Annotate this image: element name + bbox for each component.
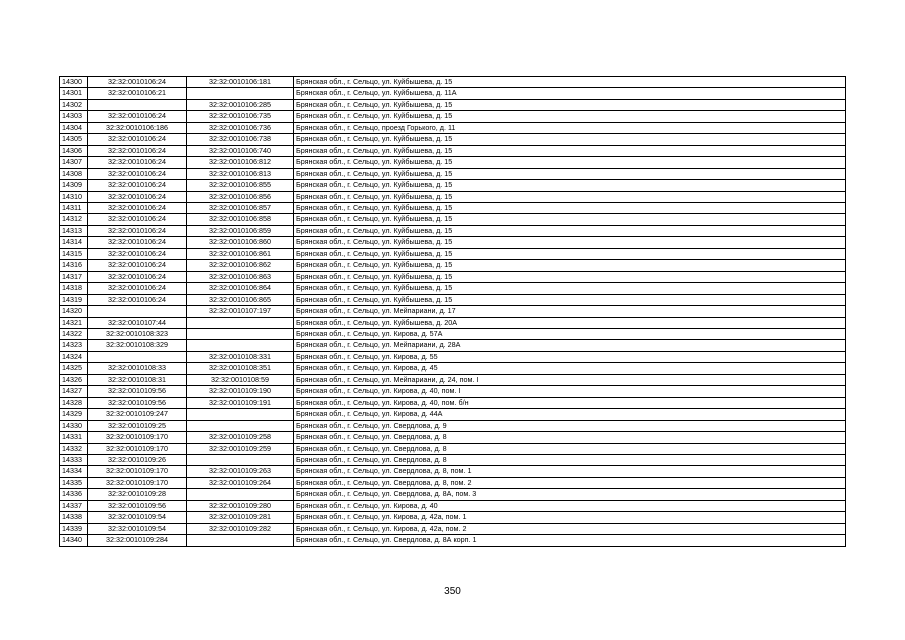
address-cell: Брянская обл., г. Сельцо, ул. Куйбышева, д. 15: [294, 99, 846, 110]
address-cell: Брянская обл., г. Сельцо, ул. Мейпариани, д. 28А: [294, 340, 846, 351]
table-row: [60, 386, 846, 397]
table-row: [60, 191, 846, 202]
row-number-cell: 14300: [60, 77, 88, 88]
row-number-cell: 14312: [60, 214, 88, 225]
cadastral-number-object-cell: 32:32:0010109:264: [187, 477, 294, 488]
cadastral-number-object-cell: 32:32:0010106:855: [187, 180, 294, 191]
table-row: [60, 134, 846, 145]
table-row: [60, 374, 846, 385]
table-row: [60, 202, 846, 213]
cadastral-number-object-cell: 32:32:0010106:735: [187, 111, 294, 122]
row-number-cell: 14308: [60, 168, 88, 179]
cadastral-number-land-cell: 32:32:0010109:170: [88, 466, 187, 477]
cadastral-number-object-cell: 32:32:0010107:197: [187, 306, 294, 317]
table-row: [60, 237, 846, 248]
cadastral-number-object-cell: 32:32:0010106:738: [187, 134, 294, 145]
row-number-cell: 14302: [60, 99, 88, 110]
row-number-cell: 14333: [60, 454, 88, 465]
row-number-cell: 14319: [60, 294, 88, 305]
table-row: [60, 260, 846, 271]
row-number-cell: 14334: [60, 466, 88, 477]
address-cell: Брянская обл., г. Сельцо, ул. Куйбышева, д. 15: [294, 111, 846, 122]
table-row: [60, 443, 846, 454]
address-cell: Брянская обл., г. Сельцо, ул. Кирова, д. 44А: [294, 409, 846, 420]
cadastral-number-object-cell: 32:32:0010109:280: [187, 500, 294, 511]
table-row: [60, 214, 846, 225]
cadastral-number-land-cell: 32:32:0010109:170: [88, 432, 187, 443]
table-row: [60, 111, 846, 122]
cadastral-number-object-cell: 32:32:0010109:282: [187, 523, 294, 534]
cadastral-number-object-cell: 32:32:0010106:862: [187, 260, 294, 271]
cadastral-number-land-cell: 32:32:0010109:54: [88, 523, 187, 534]
table-row: [60, 271, 846, 282]
row-number-cell: 14304: [60, 122, 88, 133]
address-cell: Брянская обл., г. Сельцо, ул. Куйбышева, д. 15: [294, 260, 846, 271]
cadastral-number-object-cell: 32:32:0010106:863: [187, 271, 294, 282]
row-number-cell: 14337: [60, 500, 88, 511]
address-cell: Брянская обл., г. Сельцо, ул. Свердлова, д. 8А корп. 1: [294, 535, 846, 546]
cadastral-number-object-cell: [187, 409, 294, 420]
table-row: [60, 122, 846, 133]
page-number: 350: [444, 586, 461, 597]
cadastral-number-land-cell: 32:32:0010107:44: [88, 317, 187, 328]
cadastral-number-object-cell: 32:32:0010106:858: [187, 214, 294, 225]
address-cell: Брянская обл., г. Сельцо, ул. Кирова, д. 55: [294, 351, 846, 362]
address-cell: Брянская обл., г. Сельцо, ул. Кирова, д. 40, пом. I: [294, 386, 846, 397]
table-row: [60, 306, 846, 317]
row-number-cell: 14311: [60, 202, 88, 213]
cadastral-number-object-cell: 32:32:0010106:859: [187, 225, 294, 236]
cadastral-number-land-cell: 32:32:0010109:56: [88, 500, 187, 511]
cadastral-number-land-cell: 32:32:0010109:284: [88, 535, 187, 546]
row-number-cell: 14331: [60, 432, 88, 443]
table-row: [60, 535, 846, 546]
row-number-cell: 14303: [60, 111, 88, 122]
cadastral-number-land-cell: 32:32:0010106:24: [88, 180, 187, 191]
address-cell: Брянская обл., г. Сельцо, ул. Куйбышева, д. 15: [294, 202, 846, 213]
cadastral-number-land-cell: 32:32:0010106:24: [88, 111, 187, 122]
row-number-cell: 14332: [60, 443, 88, 454]
table-row: [60, 145, 846, 156]
cadastral-number-land-cell: 32:32:0010109:25: [88, 420, 187, 431]
cadastral-number-object-cell: [187, 420, 294, 431]
address-cell: Брянская обл., г. Сельцо, ул. Куйбышева, д. 15: [294, 191, 846, 202]
cadastral-number-land-cell: 32:32:0010108:31: [88, 374, 187, 385]
cadastral-number-object-cell: 32:32:0010106:856: [187, 191, 294, 202]
cadastral-number-land-cell: 32:32:0010106:24: [88, 248, 187, 259]
row-number-cell: 14316: [60, 260, 88, 271]
cadastral-number-object-cell: 32:32:0010106:181: [187, 77, 294, 88]
cadastral-number-object-cell: 32:32:0010108:331: [187, 351, 294, 362]
table-row: [60, 168, 846, 179]
address-cell: Брянская обл., г. Сельцо, ул. Свердлова, д. 8, пом. 1: [294, 466, 846, 477]
address-cell: Брянская обл., г. Сельцо, ул. Куйбышева, д. 11А: [294, 88, 846, 99]
cadastral-number-object-cell: 32:32:0010106:864: [187, 283, 294, 294]
address-cell: Брянская обл., г. Сельцо, ул. Кирова, д. 42а, пом. 2: [294, 523, 846, 534]
row-number-cell: 14315: [60, 248, 88, 259]
cadastral-number-land-cell: 32:32:0010106:24: [88, 283, 187, 294]
address-cell: Брянская обл., г. Сельцо, ул. Свердлова, д. 8: [294, 443, 846, 454]
row-number-cell: 14324: [60, 351, 88, 362]
cadastral-number-land-cell: 32:32:0010108:33: [88, 363, 187, 374]
table-row: [60, 248, 846, 259]
cadastral-number-object-cell: [187, 454, 294, 465]
row-number-cell: 14335: [60, 477, 88, 488]
row-number-cell: 14305: [60, 134, 88, 145]
address-cell: Брянская обл., г. Сельцо, ул. Куйбышева, д. 15: [294, 77, 846, 88]
table-row: [60, 420, 846, 431]
table-row: [60, 180, 846, 191]
cadastral-number-land-cell: 32:32:0010106:24: [88, 214, 187, 225]
row-number-cell: 14317: [60, 271, 88, 282]
cadastral-number-land-cell: 32:32:0010106:24: [88, 168, 187, 179]
cadastral-number-land-cell: 32:32:0010109:54: [88, 512, 187, 523]
cadastral-number-object-cell: 32:32:0010106:812: [187, 157, 294, 168]
address-cell: Брянская обл., г. Сельцо, ул. Свердлова, д. 8: [294, 454, 846, 465]
cadastral-number-land-cell: [88, 99, 187, 110]
cadastral-number-object-cell: 32:32:0010106:285: [187, 99, 294, 110]
cadastral-number-land-cell: 32:32:0010106:21: [88, 88, 187, 99]
cadastral-number-object-cell: 32:32:0010109:259: [187, 443, 294, 454]
cadastral-number-land-cell: 32:32:0010106:24: [88, 225, 187, 236]
cadastral-number-land-cell: [88, 306, 187, 317]
cadastral-number-land-cell: 32:32:0010106:24: [88, 237, 187, 248]
cadastral-number-object-cell: 32:32:0010109:191: [187, 397, 294, 408]
cadastral-number-land-cell: 32:32:0010106:24: [88, 134, 187, 145]
cadastral-number-object-cell: 32:32:0010109:263: [187, 466, 294, 477]
cadastral-number-object-cell: [187, 317, 294, 328]
row-number-cell: 14307: [60, 157, 88, 168]
table-row: [60, 477, 846, 488]
table-row: [60, 489, 846, 500]
cadastral-number-land-cell: 32:32:0010109:28: [88, 489, 187, 500]
row-number-cell: 14322: [60, 328, 88, 339]
cadastral-number-object-cell: 32:32:0010109:281: [187, 512, 294, 523]
cadastral-number-object-cell: [187, 328, 294, 339]
cadastral-number-land-cell: 32:32:0010108:323: [88, 328, 187, 339]
cadastral-number-object-cell: 32:32:0010109:258: [187, 432, 294, 443]
table-row: [60, 363, 846, 374]
cadastral-number-land-cell: [88, 351, 187, 362]
table-row: [60, 523, 846, 534]
cadastral-number-land-cell: 32:32:0010108:329: [88, 340, 187, 351]
row-number-cell: 14313: [60, 225, 88, 236]
cadastral-number-object-cell: 32:32:0010109:190: [187, 386, 294, 397]
cadastral-number-object-cell: [187, 535, 294, 546]
cadastral-number-land-cell: 32:32:0010106:24: [88, 271, 187, 282]
address-cell: Брянская обл., г. Сельцо, ул. Кирова, д. 45: [294, 363, 846, 374]
row-number-cell: 14328: [60, 397, 88, 408]
table-row: [60, 283, 846, 294]
address-cell: Брянская обл., г. Сельцо, ул. Куйбышева, д. 15: [294, 157, 846, 168]
row-number-cell: 14339: [60, 523, 88, 534]
address-cell: Брянская обл., г. Сельцо, проезд Горького, д. 11: [294, 122, 846, 133]
address-cell: Брянская обл., г. Сельцо, ул. Свердлова, д. 8: [294, 432, 846, 443]
address-cell: Брянская обл., г. Сельцо, ул. Куйбышева, д. 15: [294, 248, 846, 259]
table-row: [60, 77, 846, 88]
row-number-cell: 14330: [60, 420, 88, 431]
cadastral-number-object-cell: 32:32:0010106:865: [187, 294, 294, 305]
cadastral-number-object-cell: 32:32:0010106:813: [187, 168, 294, 179]
table-row: [60, 397, 846, 408]
address-cell: Брянская обл., г. Сельцо, ул. Куйбышева, д. 15: [294, 180, 846, 191]
row-number-cell: 14321: [60, 317, 88, 328]
cadastral-number-object-cell: 32:32:0010106:740: [187, 145, 294, 156]
address-cell: Брянская обл., г. Сельцо, ул. Куйбышева, д. 15: [294, 134, 846, 145]
address-cell: Брянская обл., г. Сельцо, ул. Куйбышева, д. 15: [294, 294, 846, 305]
cadastral-number-object-cell: 32:32:0010106:860: [187, 237, 294, 248]
table-row: [60, 512, 846, 523]
row-number-cell: 14301: [60, 88, 88, 99]
address-cell: Брянская обл., г. Сельцо, ул. Куйбышева, д. 15: [294, 283, 846, 294]
address-cell: Брянская обл., г. Сельцо, ул. Куйбышева, д. 15: [294, 214, 846, 225]
address-cell: Брянская обл., г. Сельцо, ул. Кирова, д. 42а, пом. 1: [294, 512, 846, 523]
cadastral-number-land-cell: 32:32:0010106:24: [88, 77, 187, 88]
table-row: [60, 157, 846, 168]
table-row: [60, 409, 846, 420]
cadastral-number-land-cell: 32:32:0010106:24: [88, 202, 187, 213]
address-cell: Брянская обл., г. Сельцо, ул. Мейпариани, д. 24, пом. I: [294, 374, 846, 385]
table-row: [60, 432, 846, 443]
cadastral-number-object-cell: [187, 340, 294, 351]
row-number-cell: 14336: [60, 489, 88, 500]
table-row: [60, 317, 846, 328]
address-cell: Брянская обл., г. Сельцо, ул. Свердлова, д. 9: [294, 420, 846, 431]
row-number-cell: 14320: [60, 306, 88, 317]
cadastral-number-land-cell: 32:32:0010109:56: [88, 386, 187, 397]
cadastral-number-object-cell: 32:32:0010106:857: [187, 202, 294, 213]
cadastral-number-land-cell: 32:32:0010106:24: [88, 145, 187, 156]
table-row: [60, 328, 846, 339]
address-cell: Брянская обл., г. Сельцо, ул. Куйбышева, д. 15: [294, 225, 846, 236]
table-row: [60, 351, 846, 362]
table-row: [60, 466, 846, 477]
row-number-cell: 14325: [60, 363, 88, 374]
row-number-cell: 14338: [60, 512, 88, 523]
row-number-cell: 14340: [60, 535, 88, 546]
table-row: [60, 99, 846, 110]
address-cell: Брянская обл., г. Сельцо, ул. Мейпариани, д. 17: [294, 306, 846, 317]
row-number-cell: 14318: [60, 283, 88, 294]
table-row: [60, 500, 846, 511]
row-number-cell: 14310: [60, 191, 88, 202]
cadastral-number-land-cell: 32:32:0010106:24: [88, 294, 187, 305]
address-cell: Брянская обл., г. Сельцо, ул. Куйбышева, д. 15: [294, 237, 846, 248]
address-cell: Брянская обл., г. Сельцо, ул. Куйбышева, д. 20А: [294, 317, 846, 328]
cadastral-number-land-cell: 32:32:0010109:170: [88, 443, 187, 454]
address-cell: Брянская обл., г. Сельцо, ул. Куйбышева, д. 15: [294, 145, 846, 156]
cadastral-number-land-cell: 32:32:0010109:56: [88, 397, 187, 408]
cadastral-number-object-cell: 32:32:0010108:351: [187, 363, 294, 374]
row-number-cell: 14309: [60, 180, 88, 191]
cadastral-number-land-cell: 32:32:0010106:24: [88, 260, 187, 271]
cadastral-number-object-cell: 32:32:0010106:861: [187, 248, 294, 259]
cadastral-number-land-cell: 32:32:0010109:170: [88, 477, 187, 488]
cadastral-number-land-cell: 32:32:0010106:24: [88, 157, 187, 168]
address-cell: Брянская обл., г. Сельцо, ул. Куйбышева, д. 15: [294, 271, 846, 282]
row-number-cell: 14329: [60, 409, 88, 420]
cadastral-number-object-cell: 32:32:0010106:736: [187, 122, 294, 133]
table-row: [60, 454, 846, 465]
table-body: [60, 77, 846, 547]
address-cell: Брянская обл., г. Сельцо, ул. Свердлова, д. 8, пом. 2: [294, 477, 846, 488]
cadastral-number-object-cell: [187, 489, 294, 500]
row-number-cell: 14326: [60, 374, 88, 385]
row-number-cell: 14323: [60, 340, 88, 351]
row-number-cell: 14306: [60, 145, 88, 156]
cadastral-number-land-cell: 32:32:0010106:24: [88, 191, 187, 202]
address-cell: Брянская обл., г. Сельцо, ул. Куйбышева, д. 15: [294, 168, 846, 179]
table-row: [60, 225, 846, 236]
address-cell: Брянская обл., г. Сельцо, ул. Свердлова, д. 8А, пом. 3: [294, 489, 846, 500]
address-cell: Брянская обл., г. Сельцо, ул. Кирова, д. 57А: [294, 328, 846, 339]
table-row: [60, 340, 846, 351]
cadastral-register-table: [59, 76, 846, 547]
table-row: [60, 294, 846, 305]
cadastral-number-land-cell: 32:32:0010109:247: [88, 409, 187, 420]
address-cell: Брянская обл., г. Сельцо, ул. Кирова, д. 40, пом. б/н: [294, 397, 846, 408]
row-number-cell: 14327: [60, 386, 88, 397]
cadastral-number-land-cell: 32:32:0010109:26: [88, 454, 187, 465]
row-number-cell: 14314: [60, 237, 88, 248]
table-row: [60, 88, 846, 99]
address-cell: Брянская обл., г. Сельцо, ул. Кирова, д. 40: [294, 500, 846, 511]
cadastral-number-object-cell: [187, 88, 294, 99]
cadastral-number-land-cell: 32:32:0010106:186: [88, 122, 187, 133]
cadastral-number-object-cell: 32:32:0010108:59: [187, 374, 294, 385]
